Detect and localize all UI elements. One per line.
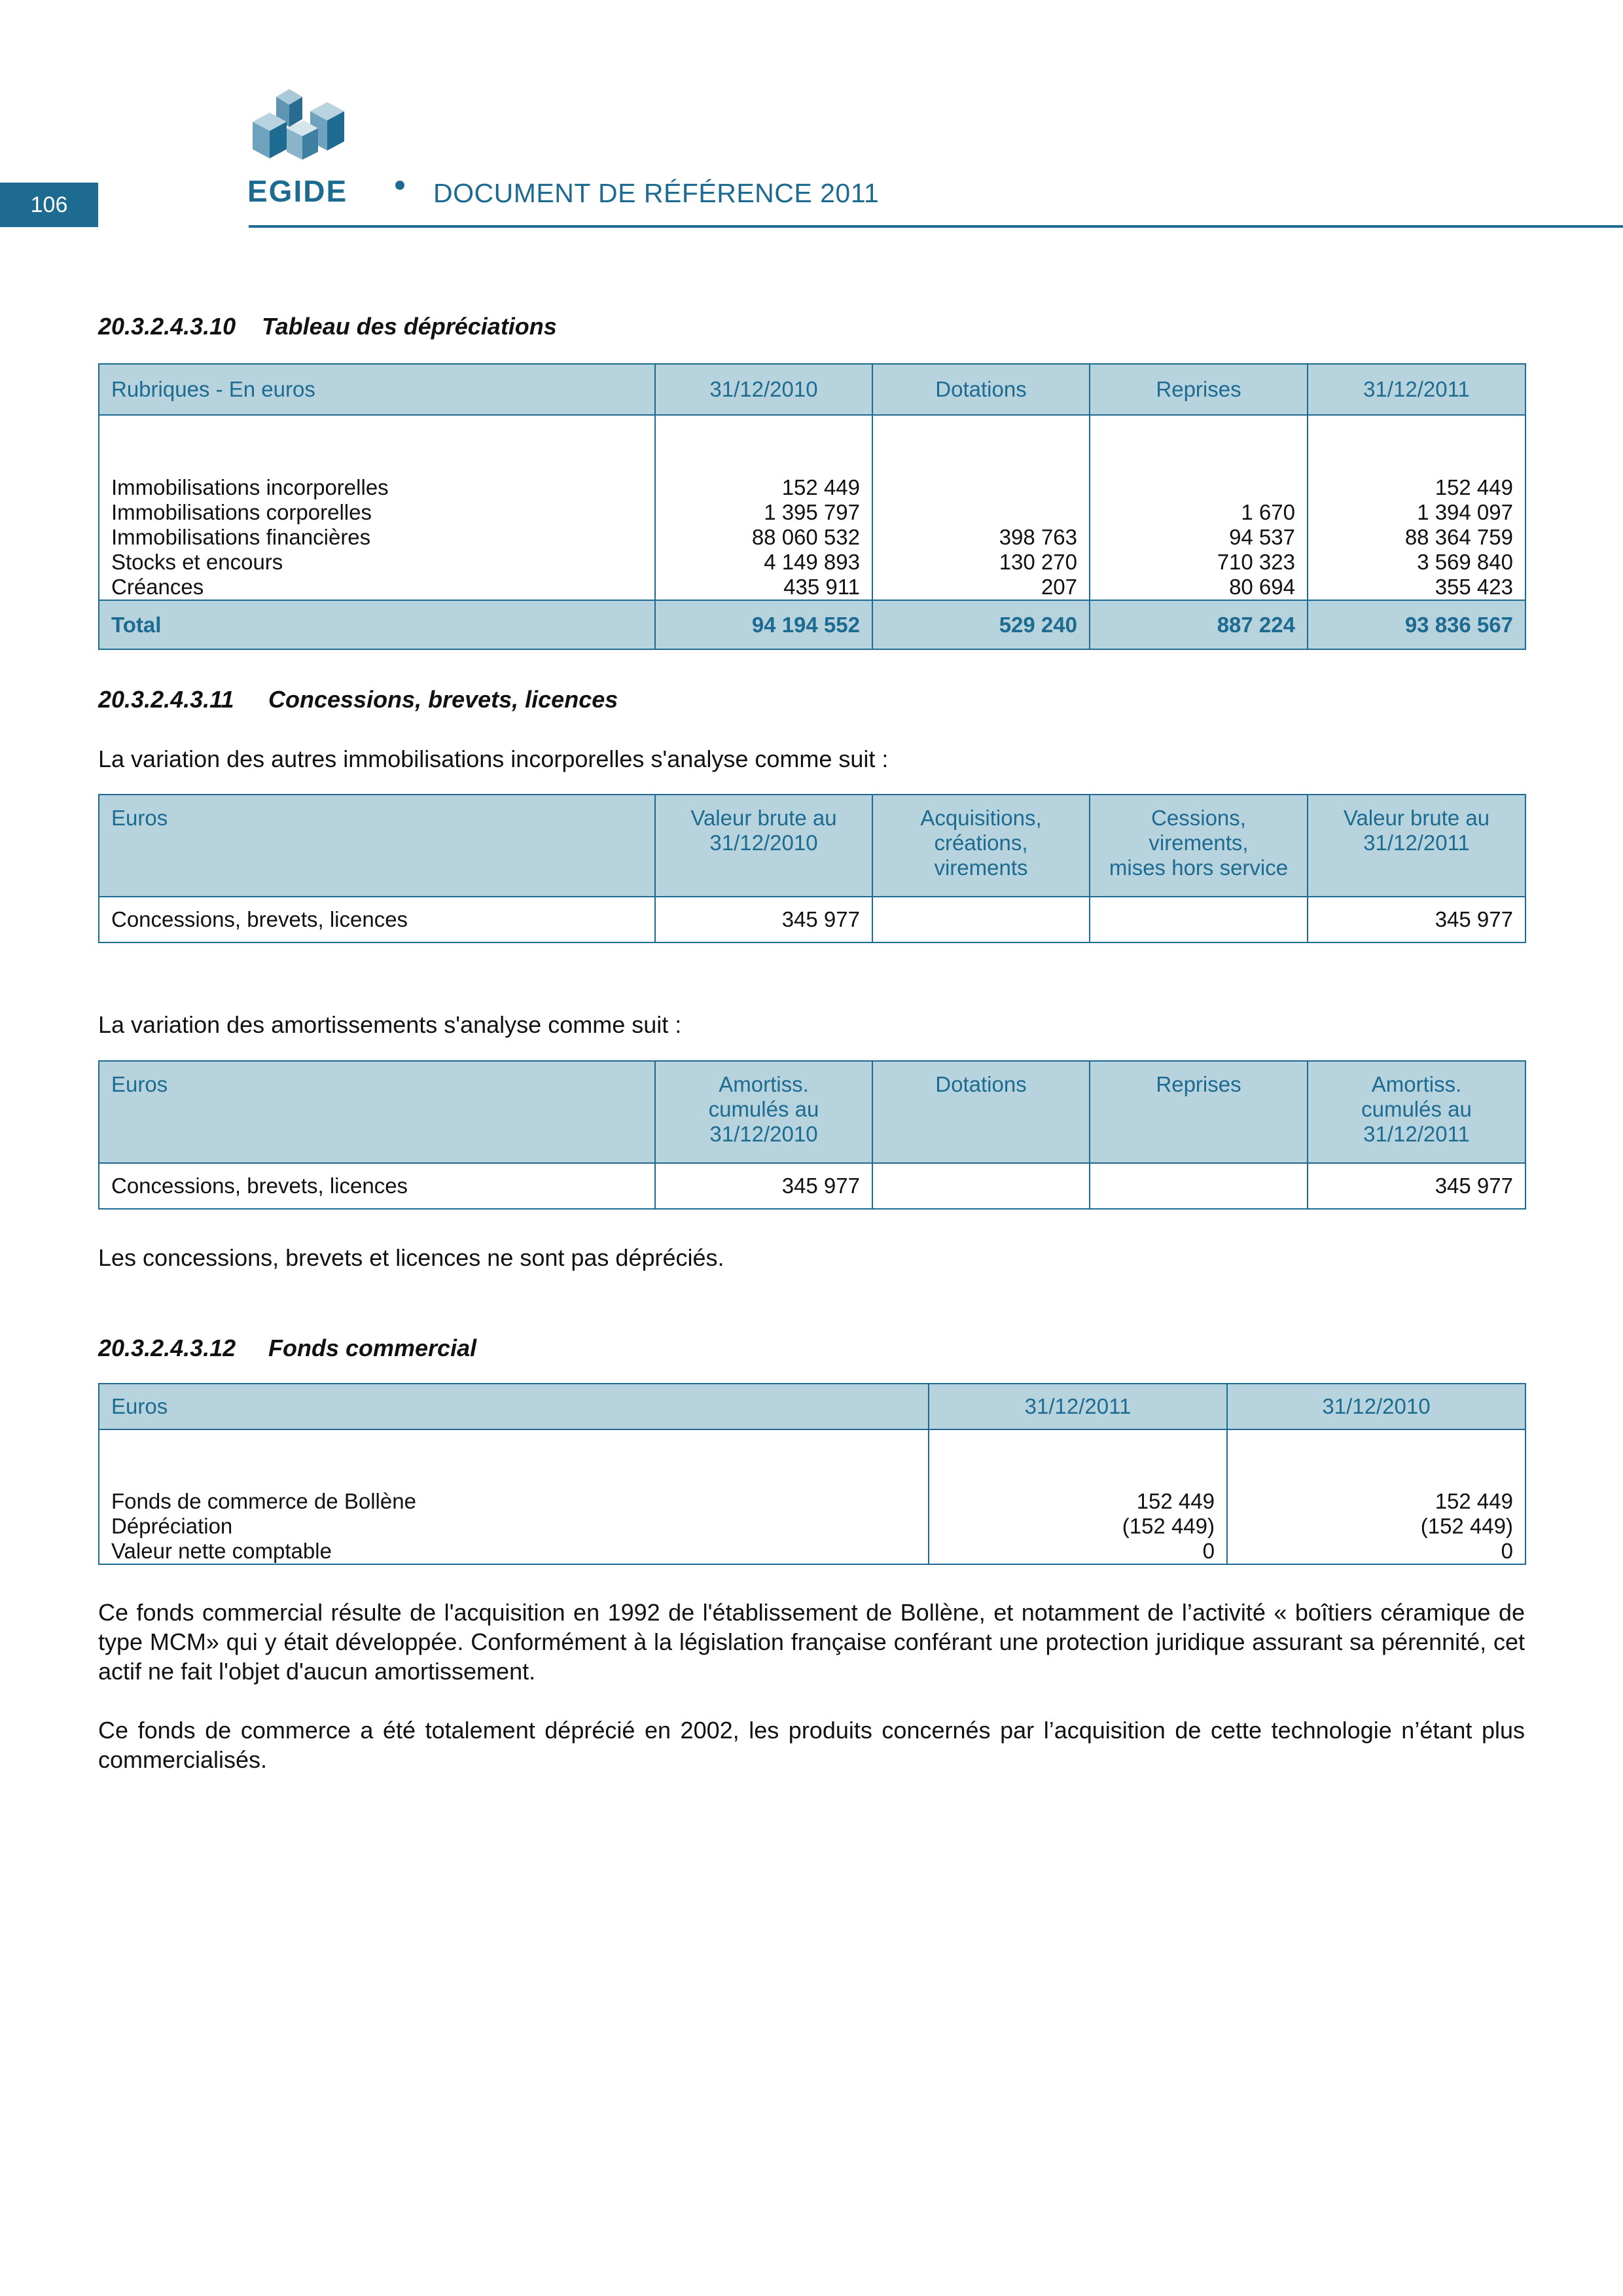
col-header-euros: Euros (99, 1061, 655, 1163)
col-header-reprises: Reprises (1090, 1061, 1308, 1163)
col-header-reprises: Reprises (1090, 364, 1308, 415)
page-number: 106 (0, 183, 98, 227)
values-2010: 152 449 1 395 797 88 060 532 4 149 893 435 911 (655, 415, 872, 600)
cell-reprises (1090, 1163, 1308, 1209)
section-heading-concessions (98, 686, 618, 713)
values-2010: 152 449 (152 449) 0 (1227, 1429, 1525, 1564)
col-header-gross-2010: Valeur brute au 31/12/2010 (655, 795, 872, 897)
col-header-euros: Euros (99, 1384, 929, 1429)
cell-cessions (1090, 897, 1308, 942)
total-2011: 93 836 567 (1308, 600, 1525, 649)
document-title: DOCUMENT DE RÉFÉRENCE 2011 (433, 178, 880, 208)
col-header-2010: 31/12/2010 (655, 364, 872, 415)
paragraph-fonds-origin: Ce fonds commercial résulte de l'acquisition en 1992 de l'établissement de Bollène, et notamment de l’activité « boîtiers céramique de type MCM» qui y était développée. Conformément à la législation française conférant une protection juridique assurant sa pérennité, cet actif ne fait l'objet d'aucun amortissement. (98, 1599, 1525, 1685)
section-heading-depreciations (98, 313, 557, 340)
col-header-2011: 31/12/2011 (1308, 364, 1525, 415)
table-row (99, 1429, 1525, 1564)
cell-gross-2010: 345 977 (655, 897, 872, 942)
depreciation-table (98, 363, 1526, 650)
logo-text: EGIDE (247, 174, 348, 207)
total-dotations: 529 240 (872, 600, 1090, 649)
col-header-dotations: Dotations (872, 364, 1090, 415)
col-header-gross-2011: Valeur brute au 31/12/2011 (1308, 795, 1525, 897)
values-2011: 152 449 1 394 097 88 364 759 3 569 840 355 423 (1308, 415, 1525, 600)
col-header-cessions: Cessions, virements, mises hors service (1090, 795, 1308, 897)
fonds-commercial-table (98, 1383, 1526, 1565)
header-divider (249, 225, 1623, 228)
cell-amort-2010: 345 977 (655, 1163, 872, 1209)
cell-dotations (872, 1163, 1090, 1209)
total-label: Total (99, 600, 655, 649)
cell-amort-2011: 345 977 (1308, 1163, 1525, 1209)
intro-paragraph-amortization: La variation des amortissements s'analyse comme suit : (98, 1011, 682, 1038)
col-header-2011: 31/12/2011 (929, 1384, 1227, 1429)
amortization-table (98, 1060, 1526, 1210)
table-row (99, 897, 1525, 942)
col-header-euros: Euros (99, 795, 655, 897)
total-reprises: 887 224 (1090, 600, 1308, 649)
gross-values-table (98, 794, 1526, 943)
table-row (99, 1163, 1525, 1209)
intro-paragraph-gross-values: La variation des autres immobilisations incorporelles s'analyse comme suit : (98, 745, 889, 772)
note-not-depreciated: Les concessions, brevets et licences ne sont pas dépréciés. (98, 1244, 724, 1271)
values-dotations: 398 763 130 270 207 (872, 415, 1090, 600)
header-bullet-icon (395, 181, 404, 190)
table-row (99, 415, 1525, 600)
col-header-dotations: Dotations (872, 1061, 1090, 1163)
row-label: Concessions, brevets, licences (99, 897, 655, 942)
col-header-rubriques: Rubriques - En euros (99, 364, 655, 415)
values-2011: 152 449 (152 449) 0 (929, 1429, 1227, 1564)
cell-acquisitions (872, 897, 1090, 942)
col-header-2010: 31/12/2010 (1227, 1384, 1525, 1429)
col-header-amort-2010: Amortiss. cumulés au 31/12/2010 (655, 1061, 872, 1163)
section-title-text: Concessions, brevets, licences (268, 686, 618, 713)
section-number: 20.3.2.4.3.10 (98, 313, 236, 340)
section-heading-fonds-commercial (98, 1335, 476, 1362)
paragraph-fonds-depreciation: Ce fonds de commerce a été totalement déprécié en 2002, les produits concernés par l’acquisition de cette technologie n’étant plus commercialisés. (98, 1717, 1525, 1773)
row-label: Concessions, brevets, licences (99, 1163, 655, 1209)
section-title-text: Tableau des dépréciations (262, 313, 557, 340)
cell-gross-2011: 345 977 (1308, 897, 1525, 942)
row-labels: Immobilisations incorporelles Immobilisations corporelles Immobilisations financières Stocks et encours Créances (99, 415, 655, 600)
egide-logo (247, 85, 365, 207)
section-number: 20.3.2.4.3.11 (98, 686, 234, 713)
col-header-acquisitions: Acquisitions, créations, virements (872, 795, 1090, 897)
total-2010: 94 194 552 (655, 600, 872, 649)
section-number: 20.3.2.4.3.12 (98, 1335, 236, 1361)
section-title-text: Fonds commercial (268, 1335, 477, 1361)
total-row (99, 600, 1525, 649)
col-header-amort-2011: Amortiss. cumulés au 31/12/2011 (1308, 1061, 1525, 1163)
values-reprises: 1 670 94 537 710 323 80 694 (1090, 415, 1308, 600)
row-labels: Fonds de commerce de Bollène Dépréciation Valeur nette comptable (99, 1429, 929, 1564)
